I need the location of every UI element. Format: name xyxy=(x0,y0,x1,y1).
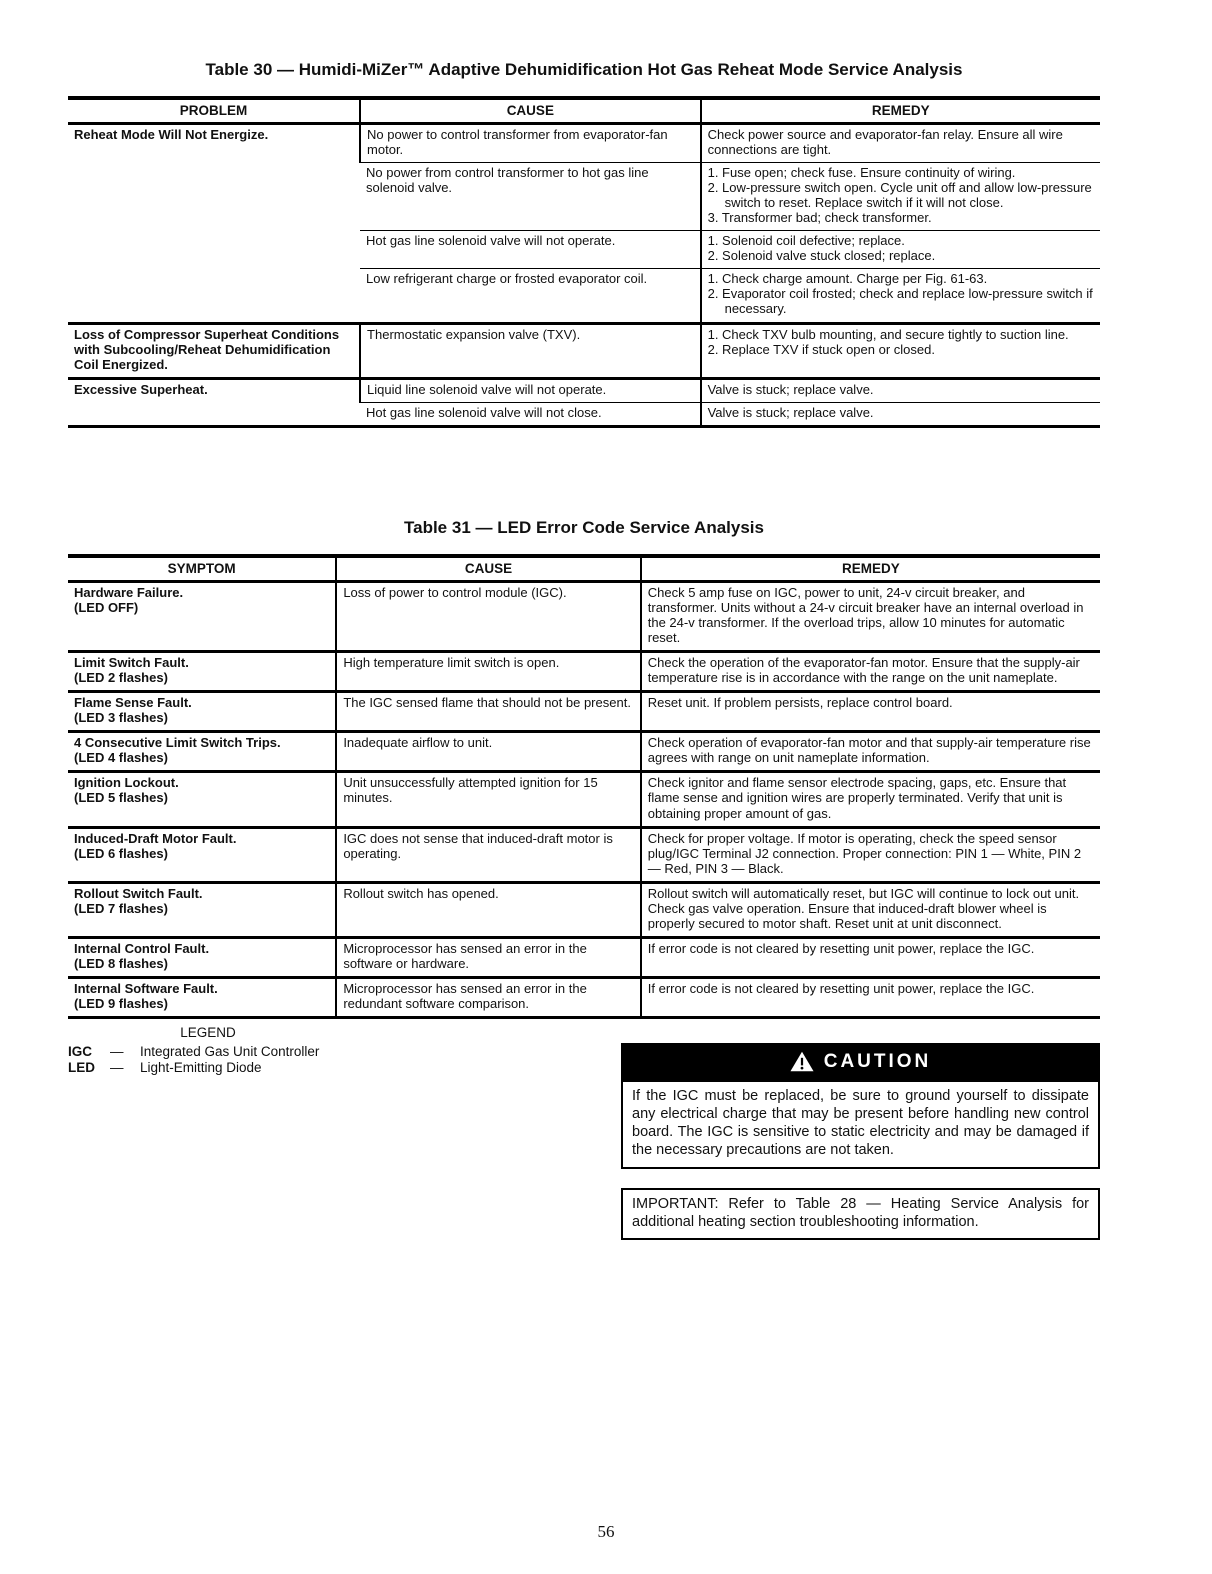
caution-title: CAUTION xyxy=(823,1050,932,1072)
legend-dash: — xyxy=(110,1044,124,1060)
table31-title: Table 31 — LED Error Code Service Analysis xyxy=(404,517,764,537)
table-row xyxy=(68,581,1100,651)
notes-column xyxy=(621,1043,1100,1240)
symptom-cell xyxy=(68,882,336,937)
cause-cell: Loss of power to control module (IGC). xyxy=(336,581,640,651)
remedy-item: 1. Check charge amount. Charge per Fig. 61-63. xyxy=(707,271,988,287)
symptom-line: (LED 8 flashes) xyxy=(74,956,168,972)
cause-cell: Unit unsuccessfully attempted ignition for 15 minutes. xyxy=(336,772,640,827)
table31 xyxy=(68,554,1100,1019)
table-row xyxy=(68,978,1100,1018)
cause-cell: IGC does not sense that induced-draft motor is operating. xyxy=(336,827,640,882)
symptom-line: Ignition Lockout. xyxy=(74,775,179,791)
page-number: 56 xyxy=(597,1522,615,1541)
caution-text: If the IGC must be replaced, be sure to ground yourself to dissipate any electrical charge that may be present before handling new control board. The IGC is sensitive to static electricity and may be damaged if the necessary precautions are not taken. xyxy=(621,1080,1100,1168)
symptom-cell xyxy=(68,581,336,651)
cause-cell: Hot gas line solenoid valve will not close. xyxy=(360,402,701,426)
cause-cell: Liquid line solenoid valve will not operate. xyxy=(360,378,701,402)
remedy-item: 3. Transformer bad; check transformer. xyxy=(707,210,932,226)
legend-abbr: LED xyxy=(68,1060,95,1076)
table-row xyxy=(68,123,1100,162)
remedy-item: 1. Check TXV bulb mounting, and secure tightly to suction line. xyxy=(707,326,1069,342)
remedy-cell xyxy=(701,269,1100,323)
table30-title: Table 30 — Humidi-MiZer™ Adaptive Dehumidification Hot Gas Reheat Mode Service Analysis xyxy=(205,60,963,79)
problem-cell: Loss of Compressor Superheat Conditions with Subcooling/Reheat Dehumidification Coil Energized. xyxy=(68,323,360,378)
table-row xyxy=(68,732,1100,772)
table31-header-cause: CAUSE xyxy=(336,556,640,581)
remedy-item: 1. Solenoid coil defective; replace. xyxy=(707,233,905,249)
table-row xyxy=(68,651,1100,691)
legend xyxy=(68,1023,368,1240)
remedy-cell xyxy=(701,378,1100,402)
table30 xyxy=(68,96,1100,428)
symptom-line: (LED 2 flashes) xyxy=(74,669,168,685)
remedy-cell: Check the operation of the evaporator-fan motor. Ensure that the supply-air temperature rise is in accordance with the range on the unit nameplate. xyxy=(641,651,1100,691)
symptom-line: Flame Sense Fault. xyxy=(74,695,192,711)
table-row xyxy=(68,323,1100,378)
symptom-line: (LED OFF) xyxy=(74,599,139,615)
table31-body xyxy=(68,581,1100,1018)
symptom-line: (LED 3 flashes) xyxy=(74,710,168,726)
symptom-line: Internal Control Fault. xyxy=(74,941,210,957)
remedy-cell: Rollout switch will automatically reset, but IGC will continue to lock out unit. Check gas valve operation. Ensure that induced-draft blower wheel is properly secured to motor shaft. Reset unit at unit disconnect. xyxy=(641,882,1100,937)
table31-header-remedy: REMEDY xyxy=(641,556,1100,581)
remedy-item: 2. Solenoid valve stuck closed; replace. xyxy=(707,248,936,264)
symptom-line: 4 Consecutive Limit Switch Trips. xyxy=(74,735,281,751)
legend-title: LEGEND xyxy=(180,1025,236,1041)
cause-cell: Rollout switch has opened. xyxy=(336,882,640,937)
symptom-cell xyxy=(68,827,336,882)
remedy-item: 2. Low-pressure switch open. Cycle unit off and allow low-pressure switch to reset. Replace switch if it will not close. xyxy=(707,179,1092,210)
remedy-item: Check power source and evaporator-fan relay. Ensure all wire connections are tight. xyxy=(707,126,1063,157)
cause-cell: No power from control transformer to hot gas line solenoid valve. xyxy=(360,162,701,230)
warning-triangle-icon xyxy=(790,1051,814,1072)
legend-desc: Light-Emitting Diode xyxy=(140,1060,262,1076)
remedy-cell xyxy=(701,323,1100,378)
table-row xyxy=(68,378,1100,402)
cause-cell: Inadequate airflow to unit. xyxy=(336,732,640,772)
symptom-line: Hardware Failure. xyxy=(74,584,184,600)
remedy-item: 1. Fuse open; check fuse. Ensure continuity of wiring. xyxy=(707,164,1016,180)
remedy-cell xyxy=(701,123,1100,162)
remedy-cell: If error code is not cleared by resetting unit power, replace the IGC. xyxy=(641,938,1100,978)
remedy-cell: Check ignitor and flame sensor electrode spacing, gaps, etc. Ensure that flame sense and ignition wires are properly terminated. Verify that unit is obtaining proper amount of gas. xyxy=(641,772,1100,827)
table-row xyxy=(68,827,1100,882)
remedy-item: Valve is stuck; replace valve. xyxy=(707,404,874,420)
cause-cell: High temperature limit switch is open. xyxy=(336,651,640,691)
table31-header-row xyxy=(68,556,1100,581)
legend-dash: — xyxy=(110,1060,124,1076)
table-row xyxy=(68,882,1100,937)
symptom-cell xyxy=(68,692,336,732)
cause-cell: The IGC sensed flame that should not be present. xyxy=(336,692,640,732)
cause-cell: No power to control transformer from evaporator-fan motor. xyxy=(360,123,701,162)
remedy-cell: Check 5 amp fuse on IGC, power to unit, 24-v circuit breaker, and transformer. Units without a 24-v circuit breaker have an internal overload in the 24-v transformer. If the overload trips, allow 10 minutes for automatic reset. xyxy=(641,581,1100,651)
important-note: IMPORTANT: Refer to Table 28 — Heating Service Analysis for additional heating section troubleshooting information. xyxy=(621,1188,1100,1240)
table30-header-cause: CAUSE xyxy=(360,98,701,123)
cause-cell: Low refrigerant charge or frosted evaporator coil. xyxy=(360,269,701,323)
symptom-cell xyxy=(68,651,336,691)
symptom-line: (LED 9 flashes) xyxy=(74,996,168,1012)
cause-cell: Microprocessor has sensed an error in the redundant software comparison. xyxy=(336,978,640,1018)
legend-entries xyxy=(68,1044,368,1075)
legend-entry xyxy=(68,1060,368,1075)
remedy-cell xyxy=(701,402,1100,426)
symptom-line: (LED 7 flashes) xyxy=(74,900,168,916)
remedy-cell: Check for proper voltage. If motor is operating, check the speed sensor plug/IGC Terminal J2 connection. Proper connection: PIN 1 — White, PIN 2 — Red, PIN 3 — Black. xyxy=(641,827,1100,882)
remedy-cell: Check operation of evaporator-fan motor and that supply-air temperature rise agrees with range on unit nameplate information. xyxy=(641,732,1100,772)
table30-header-remedy: REMEDY xyxy=(701,98,1100,123)
cause-cell: Thermostatic expansion valve (TXV). xyxy=(360,323,701,378)
cause-cell: Microprocessor has sensed an error in the software or hardware. xyxy=(336,938,640,978)
symptom-cell xyxy=(68,978,336,1018)
symptom-line: Rollout Switch Fault. xyxy=(74,885,203,901)
caution-header xyxy=(621,1043,1100,1080)
table-row xyxy=(68,772,1100,827)
symptom-line: (LED 6 flashes) xyxy=(74,845,168,861)
symptom-line: (LED 4 flashes) xyxy=(74,750,168,766)
legend-entry xyxy=(68,1044,368,1059)
symptom-line: Internal Software Fault. xyxy=(74,981,218,997)
table-row xyxy=(68,938,1100,978)
symptom-cell xyxy=(68,732,336,772)
symptom-line: Limit Switch Fault. xyxy=(74,654,189,670)
symptom-line: (LED 5 flashes) xyxy=(74,790,168,806)
remedy-item: 2. Evaporator coil frosted; check and replace low-pressure switch if necessary. xyxy=(707,286,1093,317)
symptom-line: Induced-Draft Motor Fault. xyxy=(74,830,237,846)
table-row xyxy=(68,692,1100,732)
problem-cell: Reheat Mode Will Not Energize. xyxy=(68,123,360,323)
remedy-cell: Reset unit. If problem persists, replace control board. xyxy=(641,692,1100,732)
table30-body xyxy=(68,123,1100,426)
legend-abbr: IGC xyxy=(68,1044,93,1060)
symptom-cell xyxy=(68,772,336,827)
remedy-cell: If error code is not cleared by resetting unit power, replace the IGC. xyxy=(641,978,1100,1018)
table30-header-row xyxy=(68,98,1100,123)
legend-desc: Integrated Gas Unit Controller xyxy=(140,1044,320,1060)
table30-header-problem: PROBLEM xyxy=(68,98,360,123)
table31-header-symptom: SYMPTOM xyxy=(68,556,336,581)
remedy-item: 2. Replace TXV if stuck open or closed. xyxy=(707,341,935,357)
caution-box xyxy=(621,1043,1100,1168)
remedy-cell xyxy=(701,231,1100,269)
cause-cell: Hot gas line solenoid valve will not operate. xyxy=(360,231,701,269)
remedy-cell xyxy=(701,162,1100,230)
symptom-cell xyxy=(68,938,336,978)
remedy-item: Valve is stuck; replace valve. xyxy=(707,381,874,397)
problem-cell: Excessive Superheat. xyxy=(68,378,360,426)
bottom-section xyxy=(68,1023,1100,1240)
